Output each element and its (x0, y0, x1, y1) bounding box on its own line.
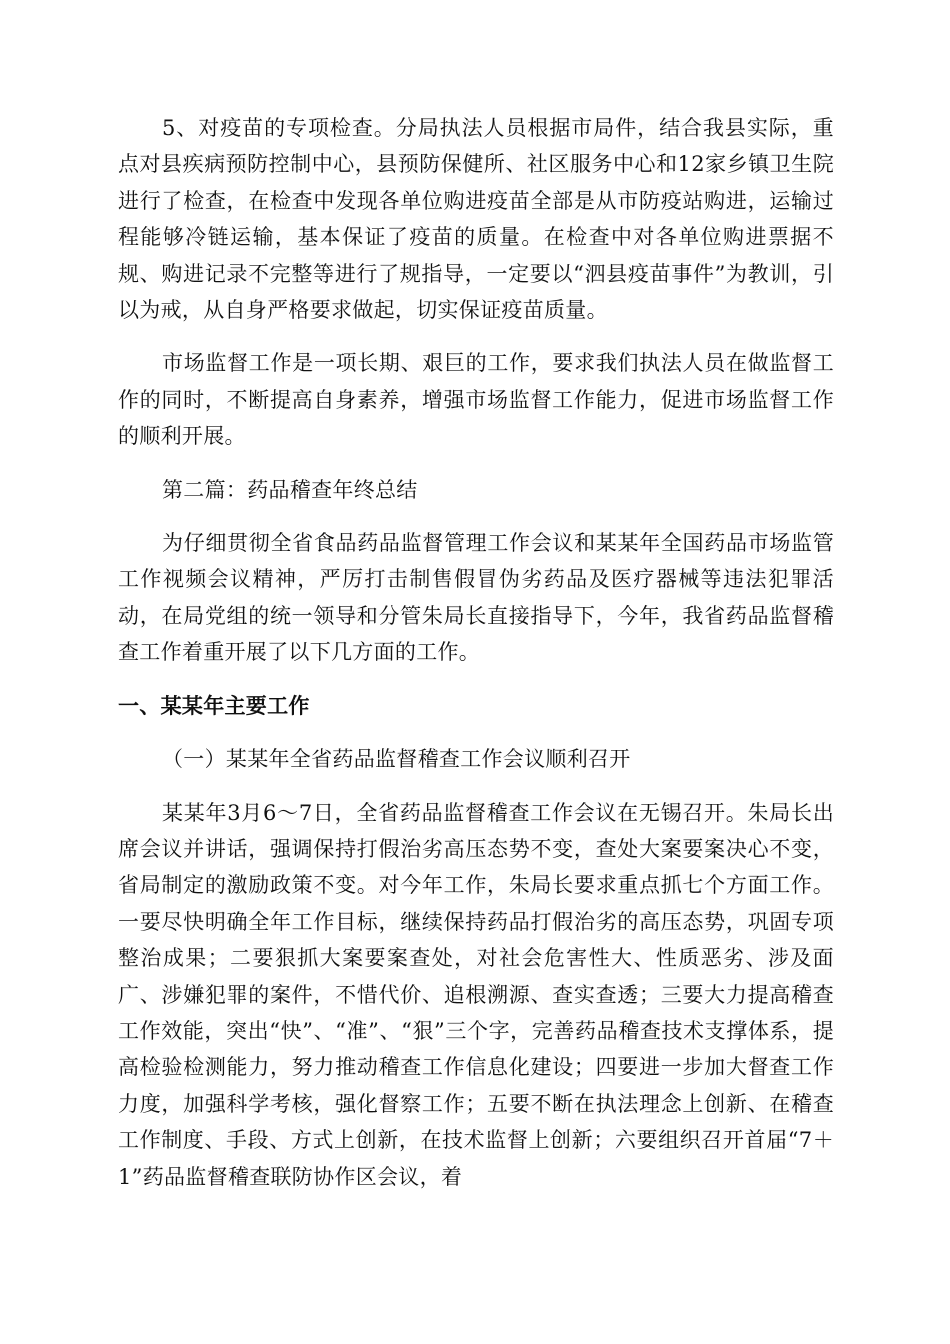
paragraph-introduction: 为仔细贯彻全省食品药品监督管理工作会议和某某年全国药品市场监管工作视频会议精神，严厉打击制售假冒伪劣药品及医疗器械等违法犯罪活动，在局党组的统一领导和分管朱局长直接指导下，今年，我省药品监督稽查工作着重开展了以下几方面的工作。 (118, 531, 834, 665)
paragraph-meeting: 某某年3月6～7日，全省药品监督稽查工作会议在无锡召开。朱局长出席会议并讲话，强调保持打假治劣高压态势不变，查处大案要案决心不变，省局制定的激励政策不变。对今年工作，朱局长要求重点抓七个方面工作。一要尽快明确全年工作目标，继续保持药品打假治劣的高压态势，巩固专项整治成果；二要狠抓大案要案查处，对社会危害性大、性质恶劣、涉及面广、涉嫌犯罪的案件，不惜代价、追根溯源、查实查透；三要大力提高稽查工作效能，突出“快”、“准”、“狠”三个字，完善药品稽查技术支撑体系，提高检验检测能力，努力推动稽查工作信息化建设；四要进一步加大督查工作力度，加强科学考核，强化督察工作；五要不断在执法理念上创新、在稽查工作制度、手段、方式上创新，在技术监督上创新；六要组织召开首届“7＋1”药品监督稽查联防协作区会议，着 (118, 800, 834, 1189)
paragraph-market-supervision: 市场监督工作是一项长期、艰巨的工作，要求我们执法人员在做监督工作的同时，不断提高自身素养，增强市场监督工作能力，促进市场监督工作的顺利开展。 (118, 351, 834, 449)
subsection-title: （一）某某年全省药品监督稽查工作会议顺利召开 (162, 747, 631, 772)
document-body (118, 110, 834, 1195)
section-title: 一、某某年主要工作 (118, 693, 310, 718)
chapter-heading: 第二篇：药品稽查年终总结 (162, 477, 418, 502)
paragraph-vaccine-inspection: 5、对疫苗的专项检查。分局执法人员根据市局件，结合我县实际，重点对县疾病预防控制中心，县预防保健所、社区服务中心和12家乡镇卫生院进行了检查，在检查中发现各单位购进疫苗全部是从市防疫站购进，运输过程能够冷链运输，基本保证了疫苗的质量。在检查中对各单位购进票据不规、购进记录不完整等进行了规指导，一定要以“泗县疫苗事件”为教训，引以为戒，从自身严格要求做起，切实保证疫苗质量。 (118, 116, 834, 323)
